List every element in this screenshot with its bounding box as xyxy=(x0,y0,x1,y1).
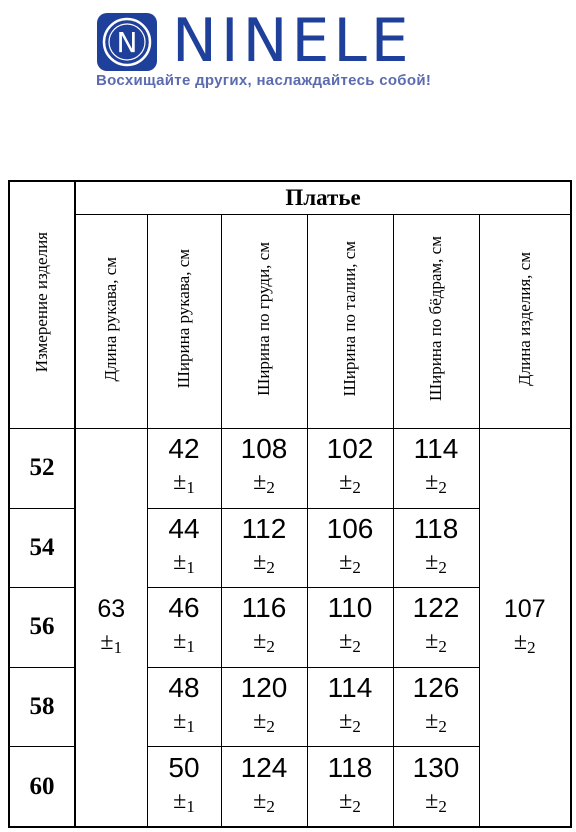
column-header-cell xyxy=(75,215,147,429)
hips-cell: 126 $\pm_2$ xyxy=(393,667,479,747)
chest-cell: 116 $\pm_2$ xyxy=(221,588,307,668)
sleeve-length-value: 63 xyxy=(97,594,126,623)
waist-cell: 106 $\pm_2$ xyxy=(307,508,393,588)
column-header-cell xyxy=(307,215,393,429)
column-header: Ширина по груди, см xyxy=(254,242,273,396)
sleeve-width-cell: 50 $\pm_1$ xyxy=(147,747,221,827)
column-header-cell xyxy=(479,215,571,429)
column-header-cell xyxy=(147,215,221,429)
ninele-logo-icon xyxy=(96,12,158,72)
chest-cell: 112 $\pm_2$ xyxy=(221,508,307,588)
measurement-header-cell xyxy=(9,181,75,429)
brand-name: NINELE xyxy=(172,6,413,76)
size-chart-table xyxy=(8,180,572,828)
brand-tagline: Восхищайте других, наслаждайтесь собой! xyxy=(96,72,432,89)
sleeve-width-cell: 46 $\pm_1$ xyxy=(147,588,221,668)
hips-cell: 114 $\pm_2$ xyxy=(393,429,479,509)
size-cell: 56 xyxy=(9,588,75,668)
waist-cell: 118 $\pm_2$ xyxy=(307,747,393,827)
size-cell: 52 xyxy=(9,429,75,509)
sleeve-width-cell: 44 $\pm_1$ xyxy=(147,508,221,588)
item-length-value: 107 xyxy=(503,594,546,623)
column-header: Ширина по талии, см xyxy=(340,241,359,397)
sleeve-width-cell: 48 $\pm_1$ xyxy=(147,667,221,747)
column-header-cell xyxy=(393,215,479,429)
sleeve-width-cell: 42 $\pm_1$ xyxy=(147,429,221,509)
size-cell: 58 xyxy=(9,667,75,747)
column-header: Длина изделия, см xyxy=(514,252,534,386)
sleeve-length-tolerance: $\pm_1$ xyxy=(100,628,123,657)
table-row xyxy=(9,429,571,509)
chest-cell: 108 $\pm_2$ xyxy=(221,429,307,509)
column-header: Ширина по бёдрам, см xyxy=(426,236,445,402)
header-row xyxy=(9,181,571,215)
product-title: Платье xyxy=(75,181,571,215)
chest-cell: 120 $\pm_2$ xyxy=(221,667,307,747)
measurement-header: Измерение изделия xyxy=(32,232,51,373)
sleeve-length-cell xyxy=(75,429,147,828)
hips-cell: 130 $\pm_2$ xyxy=(393,747,479,827)
item-length-cell xyxy=(479,429,571,828)
waist-cell: 102 $\pm_2$ xyxy=(307,429,393,509)
brand-header xyxy=(0,0,576,100)
hips-cell: 122 $\pm_2$ xyxy=(393,588,479,668)
item-length-tolerance: $\pm_2$ xyxy=(513,628,536,657)
hips-cell: 118 $\pm_2$ xyxy=(393,508,479,588)
size-cell: 60 xyxy=(9,747,75,827)
column-header-row xyxy=(9,215,571,429)
waist-cell: 114 $\pm_2$ xyxy=(307,667,393,747)
size-cell: 54 xyxy=(9,508,75,588)
column-header: Длина рукава, см xyxy=(101,256,121,382)
logo-mark-letter: N xyxy=(116,26,138,59)
chest-cell: 124 $\pm_2$ xyxy=(221,747,307,827)
column-header: Ширина рукава, см xyxy=(174,249,193,389)
waist-cell: 110 $\pm_2$ xyxy=(307,588,393,668)
column-header-cell xyxy=(221,215,307,429)
